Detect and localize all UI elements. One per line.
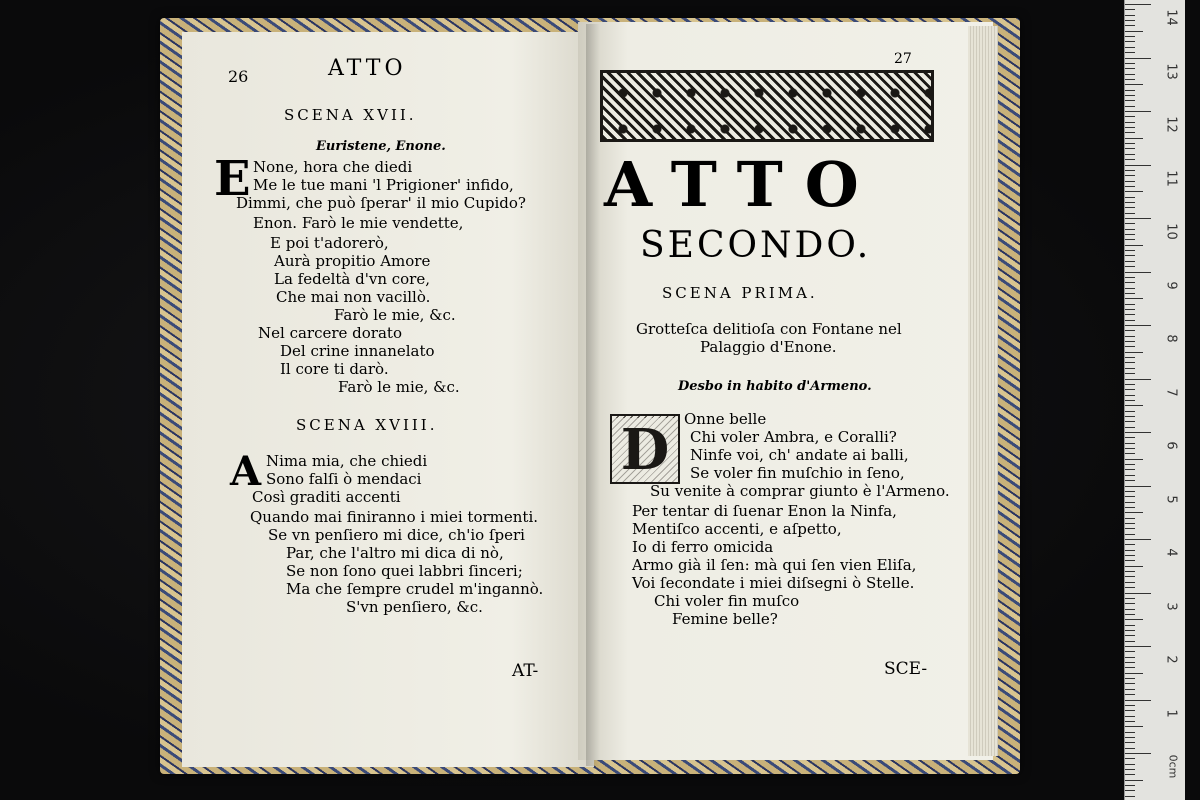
ruler-tick	[1125, 389, 1135, 390]
ruler-tick	[1125, 74, 1135, 75]
ruler-tick	[1125, 191, 1143, 192]
ruler-tick	[1125, 239, 1135, 240]
ruler-tick	[1125, 689, 1135, 690]
ruler-number: 1	[1163, 708, 1179, 718]
ruler-tick	[1125, 272, 1151, 273]
ruler-tick	[1125, 587, 1135, 588]
ruler-tick	[1125, 20, 1135, 21]
ruler-tick	[1125, 298, 1143, 299]
ruler-tick	[1125, 405, 1143, 406]
ruler-tick	[1125, 593, 1151, 594]
ruler-tick	[1125, 539, 1151, 540]
verse-line: None, hora che diedi	[253, 158, 413, 176]
ruler-tick	[1125, 181, 1135, 182]
ruler-number: 9	[1163, 280, 1179, 290]
ruler-tick	[1125, 336, 1135, 337]
ruler-tick	[1125, 790, 1135, 791]
ruler-tick	[1125, 229, 1135, 230]
ruler-tick	[1125, 245, 1143, 246]
ruler-tick	[1125, 609, 1135, 610]
verse-line: Armo già il ſen: mà qui ſen vien Eliſa,	[632, 556, 917, 574]
ruler-tick	[1125, 785, 1135, 786]
ruler-number: 3	[1163, 601, 1179, 611]
drop-initial-a: A	[230, 448, 262, 495]
ruler-tick	[1125, 261, 1135, 262]
ruler-tick	[1125, 726, 1143, 727]
verse-line: Voi ſecondate i miei diſsegni ò Stelle.	[632, 574, 915, 592]
verse-line: Aurà propitio Amore	[274, 252, 431, 270]
ruler-tick	[1125, 314, 1135, 315]
ruler-tick	[1125, 293, 1135, 294]
ruler-number: 7	[1163, 387, 1179, 397]
ruler-number: 2	[1163, 655, 1179, 664]
ruler-tick	[1125, 357, 1135, 358]
act-title: ATTO	[604, 148, 881, 221]
ruler-tick	[1125, 721, 1135, 722]
ruler-tick	[1125, 437, 1135, 438]
ruler-tick	[1125, 705, 1135, 706]
verse-line: Dimmi, che può ſperar' il mio Cupido?	[236, 194, 526, 212]
left-catchword: AT-	[512, 661, 539, 681]
ruler-tick	[1125, 614, 1135, 615]
page-edges	[968, 26, 998, 756]
ruler-number: 11	[1163, 169, 1179, 187]
ruler-tick	[1125, 518, 1135, 519]
ruler-tick	[1125, 362, 1135, 363]
right-catchword: SCE-	[884, 659, 928, 679]
verse-line: Mentiſco accenti, e aſpetto,	[632, 520, 842, 538]
ruler-tick	[1125, 132, 1135, 133]
ruler-tick	[1125, 416, 1135, 417]
ruler-tick	[1125, 443, 1135, 444]
ruler-tick	[1125, 742, 1135, 743]
ruler-tick	[1125, 58, 1151, 59]
ruler-tick	[1125, 266, 1135, 267]
ruler-tick	[1125, 368, 1135, 369]
ruler-tick	[1125, 427, 1135, 428]
ruler-tick	[1125, 138, 1143, 139]
ruler-tick	[1125, 603, 1135, 604]
verse-line: Se vn penſiero mi dice, ch'io ſperi	[268, 526, 525, 544]
verse-line: Sono falſi ò mendaci	[266, 470, 422, 488]
left-running-head: ATTO	[328, 56, 407, 81]
ruler-unit-label: 0cm	[1166, 754, 1180, 779]
ruler-tick	[1125, 218, 1151, 219]
setting-line: Palaggio d'Enone.	[700, 338, 837, 356]
ruler-tick	[1125, 651, 1135, 652]
verse-line: Par, che l'altro mi dica di nò,	[286, 544, 504, 562]
ruler-tick	[1125, 175, 1135, 176]
ruler-tick	[1125, 662, 1135, 663]
verse-line: Chi voler fin muſco	[654, 592, 800, 610]
ruler-tick	[1125, 523, 1135, 524]
ruler-tick	[1125, 486, 1151, 487]
ruler-tick	[1125, 700, 1151, 701]
ruler-tick	[1125, 250, 1135, 251]
verse-line: La fedeltà d'vn core,	[274, 270, 430, 288]
ruler-tick	[1125, 202, 1135, 203]
ruler-tick	[1125, 534, 1135, 535]
ruler-tick	[1125, 571, 1135, 572]
ruler-tick	[1125, 95, 1135, 96]
scene-17-title: SCENA XVII.	[284, 106, 417, 124]
ruler-tick	[1125, 395, 1135, 396]
ruler-tick	[1125, 459, 1143, 460]
verse-line: Farò le mie, &c.	[334, 306, 456, 324]
ruler-tick	[1125, 282, 1135, 283]
ruler-tick	[1125, 619, 1143, 620]
scene-18-title: SCENA XVIII.	[296, 416, 438, 434]
ruler-tick	[1125, 683, 1135, 684]
ruler-tick	[1125, 52, 1135, 53]
ruler-tick	[1125, 566, 1143, 567]
verse-line: Nel carcere dorato	[258, 324, 402, 342]
ruler-tick	[1125, 379, 1151, 380]
ruler-tick	[1125, 635, 1135, 636]
ruler-tick	[1125, 657, 1135, 658]
ruler-tick	[1125, 148, 1135, 149]
ruler-tick	[1125, 748, 1135, 749]
verse-line: E poi t'adorerò,	[270, 234, 389, 252]
verse-line: Chi voler Ambra, e Coralli?	[690, 428, 897, 446]
ruler-tick	[1125, 116, 1135, 117]
ruler-tick	[1125, 774, 1135, 775]
ruler-tick	[1125, 469, 1135, 470]
ruler-tick	[1125, 780, 1143, 781]
ruler-tick	[1125, 255, 1135, 256]
verse-line: Nima mia, che chiedi	[266, 452, 428, 470]
ruler-tick	[1125, 9, 1135, 10]
ruler-tick	[1125, 678, 1135, 679]
ruler-tick	[1125, 15, 1135, 16]
ruler-tick	[1125, 646, 1151, 647]
ruler-tick	[1125, 90, 1135, 91]
ruler-tick	[1125, 352, 1143, 353]
verse-line: Ma che ſempre crudel m'ingannò.	[286, 580, 544, 598]
ruler-tick	[1125, 106, 1135, 107]
ruler-tick	[1125, 448, 1135, 449]
verse-line: S'vn penſiero, &c.	[346, 598, 483, 616]
verse-line: Io di ferro omicida	[632, 538, 774, 556]
ruler-tick	[1125, 186, 1135, 187]
ruler-tick	[1125, 502, 1135, 503]
ruler-number: 14	[1163, 9, 1179, 26]
ruler-tick	[1125, 68, 1135, 69]
ruler-tick	[1125, 582, 1135, 583]
verse-line: Quando mai finiranno i miei tormenti.	[250, 508, 539, 526]
ruler-number: 8	[1163, 334, 1179, 343]
ruler-tick	[1125, 496, 1135, 497]
ruler-tick	[1125, 769, 1135, 770]
ruler-tick	[1125, 100, 1135, 101]
ruler-tick	[1125, 341, 1135, 342]
ruler-number: 13	[1163, 62, 1179, 80]
ruler-tick	[1125, 84, 1143, 85]
setting-line: Grotteſca delitioſa con Fontane nel	[636, 320, 902, 338]
ruler-tick	[1125, 491, 1135, 492]
ruler-number: 6	[1163, 441, 1179, 450]
ruler-tick	[1125, 223, 1135, 224]
ruler-number: 12	[1163, 116, 1179, 133]
drop-initial-d: D	[612, 418, 678, 482]
ruler-tick	[1125, 453, 1135, 454]
ruler-tick	[1125, 330, 1135, 331]
ruler-tick	[1125, 512, 1143, 513]
verse-line: Se non ſono quei labbri ſinceri;	[286, 562, 523, 580]
drop-initial-e: E	[214, 151, 251, 207]
ruler-tick	[1125, 764, 1135, 765]
ruler-tick	[1125, 373, 1135, 374]
ruler-tick	[1125, 625, 1135, 626]
ruler-tick	[1125, 197, 1135, 198]
ruler-tick	[1125, 213, 1135, 214]
ruler-tick	[1125, 111, 1151, 112]
ruler-tick	[1125, 63, 1135, 64]
ruler-tick	[1125, 737, 1135, 738]
verse-line: Del crine innanelato	[280, 342, 435, 360]
verse-line: Ninfe voi, ch' andate ai balli,	[690, 446, 909, 464]
verse-line: Enon. Farò le mie vendette,	[253, 214, 464, 232]
ruler-tick	[1125, 346, 1135, 347]
ruler-tick	[1125, 732, 1135, 733]
ruler-tick	[1125, 207, 1135, 208]
ruler-tick	[1125, 234, 1135, 235]
verse-line: Farò le mie, &c.	[338, 378, 460, 396]
ruler-tick	[1125, 667, 1135, 668]
ruler-tick	[1125, 411, 1135, 412]
book-gutter	[586, 24, 600, 766]
ruler-tick	[1125, 673, 1143, 674]
ruler-tick	[1125, 464, 1135, 465]
ruler-tick	[1125, 288, 1135, 289]
ornamental-headpiece	[600, 70, 934, 142]
ruler-tick	[1125, 154, 1135, 155]
ruler-tick	[1125, 507, 1135, 508]
ruler-tick	[1125, 598, 1135, 599]
measuring-ruler	[1124, 0, 1185, 800]
ruler-tick	[1125, 576, 1135, 577]
ruler-tick	[1125, 165, 1151, 166]
ruler-tick	[1125, 47, 1135, 48]
ruler-number: 4	[1163, 548, 1179, 557]
right-page-number: 27	[894, 51, 912, 67]
verse-line: Me le tue mani 'l Prigioner' infido,	[253, 176, 514, 194]
ruler-tick	[1125, 4, 1151, 5]
scene-17-characters: Euristene, Enone.	[316, 139, 446, 154]
ruler-tick	[1125, 528, 1135, 529]
ruler-tick	[1125, 432, 1151, 433]
ruler-tick	[1125, 309, 1135, 310]
ruler-tick	[1125, 127, 1135, 128]
ruler-number: 5	[1163, 494, 1179, 504]
ruler-tick	[1125, 630, 1135, 631]
verse-line: Su venite à comprar giunto è l'Armeno.	[650, 482, 950, 500]
ruler-tick	[1125, 170, 1135, 171]
ruler-tick	[1125, 710, 1135, 711]
ruler-tick	[1125, 400, 1135, 401]
ruler-tick	[1125, 320, 1135, 321]
verse-line: Il core ti darò.	[280, 360, 389, 378]
act-subtitle: SECONDO.	[640, 225, 872, 266]
ruler-tick	[1125, 544, 1135, 545]
ruler-tick	[1125, 31, 1143, 32]
verse-line: Se voler fin muſchio in ſeno,	[690, 464, 905, 482]
verse-line: Femine belle?	[672, 610, 778, 628]
ruler-tick	[1125, 480, 1135, 481]
verse-line: Per tentar di ſuenar Enon la Ninfa,	[632, 502, 897, 520]
ruler-tick	[1125, 384, 1135, 385]
ruler-tick	[1125, 304, 1135, 305]
ruler-tick	[1125, 143, 1135, 144]
ruler-number: 10	[1163, 223, 1179, 240]
decorated-initial-d	[610, 414, 680, 484]
scene-prima-title: SCENA PRIMA.	[662, 284, 818, 302]
left-page-number: 26	[228, 67, 249, 86]
ruler-tick	[1125, 421, 1135, 422]
ruler-tick	[1125, 758, 1135, 759]
ruler-tick	[1125, 555, 1135, 556]
ruler-tick	[1125, 159, 1135, 160]
ruler-tick	[1125, 122, 1135, 123]
ruler-tick	[1125, 36, 1135, 37]
ruler-tick	[1125, 79, 1135, 80]
ruler-tick	[1125, 694, 1135, 695]
ruler-tick	[1125, 41, 1135, 42]
stage-direction: Desbo in habito d'Armeno.	[678, 379, 872, 394]
ruler-tick	[1125, 560, 1135, 561]
ruler-tick	[1125, 641, 1135, 642]
ruler-tick	[1125, 475, 1135, 476]
verse-line: Così graditi accenti	[252, 488, 401, 506]
ruler-tick	[1125, 716, 1135, 717]
ruler-tick	[1125, 325, 1151, 326]
verse-line: Che mai non vacillò.	[276, 288, 431, 306]
verse-line: Onne belle	[684, 410, 767, 428]
ruler-tick	[1125, 796, 1135, 797]
ruler-tick	[1125, 753, 1151, 754]
ruler-tick	[1125, 25, 1135, 26]
ruler-tick	[1125, 277, 1135, 278]
ruler-tick	[1125, 550, 1135, 551]
